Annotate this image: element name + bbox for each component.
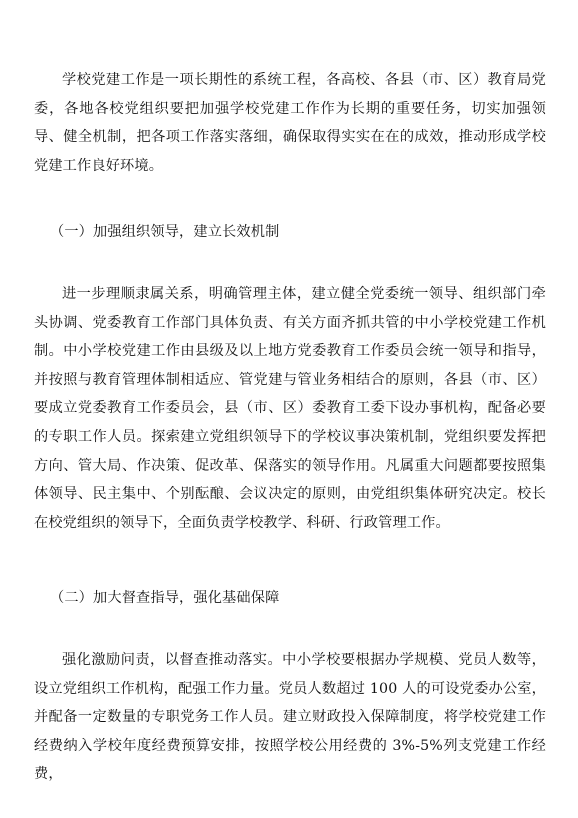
- section-heading: （二）加大督查指导，强化基础保障: [50, 590, 280, 606]
- body-paragraph: 进一步理顺隶属关系，明确管理主体，建立健全党委统一领导、组织部门牵头协调、党委教育工作部门具体负责、有关方面齐抓共管的中小学校党建工作机制。中小学校党建工作由县级及以上地方党委教育工作委员会统一领导和指导，并按照与教育管理体制相适应、管党建与管业务相结合的原则，各县（市、区）要成立党委教育工作委员会，县（市、区）委教育工委下设办事机构，配备必要的专职工作人员。探索建立党组织领导下的学校议事决策机制，党组织要发挥把方向、管大局、作决策、促改革、保落实的领导作用。凡属重大问题都要按照集体领导、民主集中、个别酝酿、会议决定的原则，由党组织集体研究决定。校长在校党组织的领导下，全面负责学校教学、科研、行政管理工作。: [34, 286, 546, 531]
- section-heading: （一）加强组织领导，建立长效机制: [50, 224, 280, 240]
- body-paragraph: 学校党建工作是一项长期性的系统工程，各高校、各县（市、区）教育局党委，各地各校党组织要把加强学校党建工作作为长期的重要任务，切实加强领导、健全机制，把各项工作落实落细，确保取得实实在在的成效，推动形成学校党建工作良好环境。: [34, 72, 546, 174]
- body-paragraph: 强化激励问责，以督查推动落实。中小学校要根据办学规模、党员人数等，设立党组织工作机构，配强工作力量。党员人数超过 100 人的可设党委办公室，并配备一定数量的专职党务工作人员。建立财政投入保障制度，将学校党建工作经费纳入学校年度经费预算安排，按照学校公用经费的 3%-5%列支党建工作经费，: [34, 652, 546, 783]
